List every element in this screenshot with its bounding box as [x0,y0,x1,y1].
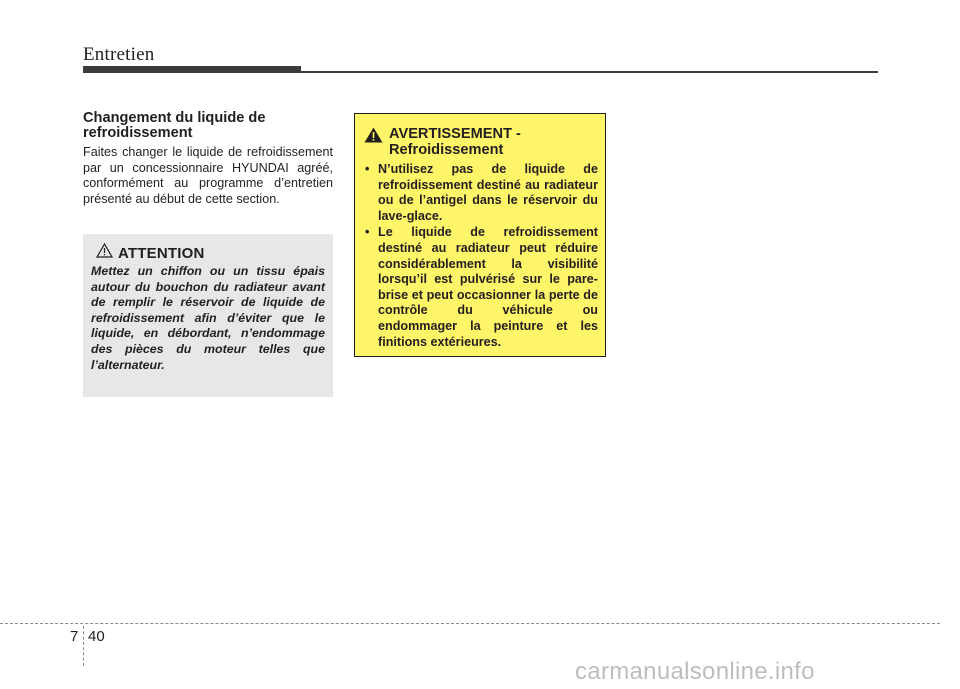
header-rule-thin [83,71,878,73]
warning-triangle-filled-icon [364,127,383,148]
footer-dashed-divider [83,626,84,666]
warning-list-item [364,162,598,224]
watermark: carmanualsonline.info [575,658,815,685]
page-header-title: Entretien [83,44,155,65]
bullet-icon: • [365,162,370,176]
warning-item-text: Le liquide de refroidissement destiné au radiateur peut réduire considérablement la visibilité lorsqu’il est pulvérisé sur le pare-brise et peut occasionner la perte de contrôle du véhicule ou endommager la peinture et les finitions extérieures. [378,225,598,349]
warning-triangle-outline-icon [96,243,113,263]
page-number: 40 [88,628,105,645]
warning-header [364,126,594,158]
warning-title: AVERTISSEMENT - [389,126,521,142]
attention-text: Mettez un chiffon ou un tissu épais autour du bouchon du radiateur avant de remplir le réservoir de liquide de refroidissement afin d’éviter que le liquide, en débordant, n’endommage des pièces du moteur telles que l’alternateur. [91,264,325,372]
warning-list [364,162,598,351]
attention-header [96,244,205,262]
warning-list-item [364,225,598,350]
warning-box [354,113,606,357]
attention-box [83,234,333,397]
chapter-number: 7 [70,628,79,645]
section-heading: Changement du liquide de refroidissement [83,110,266,141]
attention-title: ATTENTION [118,244,205,262]
warning-subtitle: Refroidissement [389,142,504,158]
section-body: Faites changer le liquide de refroidissement par un concessionnaire HYUNDAI agréé, conformément au programme d’entretien présenté au début de cette section. [83,145,333,206]
warning-item-text: N’utilisez pas de liquide de refroidissement destiné au radiateur ou de l’antigel dans le réservoir du lave-glace. [378,162,598,223]
bullet-icon: • [365,225,370,240]
footer-dashed-rule [0,623,940,624]
